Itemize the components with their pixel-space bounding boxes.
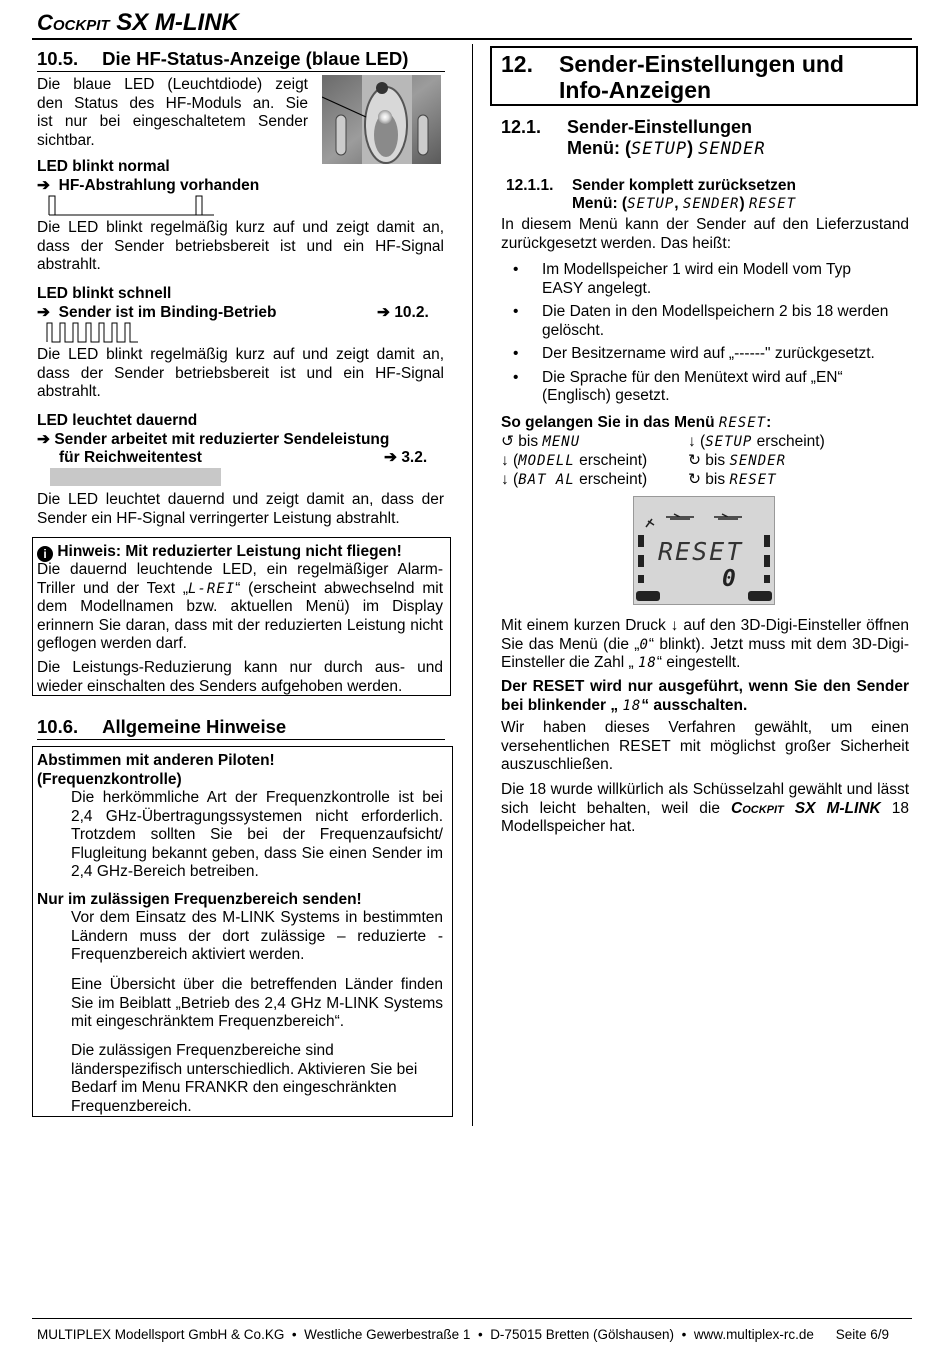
section-10-5-heading <box>37 48 447 70</box>
section-10-6-heading <box>37 716 447 738</box>
led-normal-heading: LED blinkt normal ➔ HF-Abstrahlung vorhanden <box>37 158 260 194</box>
footer-company: MULTIPLEX Modellsport GmbH & Co.KG <box>37 1327 285 1342</box>
footer-address: Westliche Gewerbestraße 1 <box>304 1327 471 1342</box>
nav-step-5: ↓ (BAT AL erscheint) <box>501 471 648 488</box>
subhead-allowed-band: Nur im zulässigen Frequenzbereich senden! <box>37 891 362 908</box>
section-12-1-heading: 12.1. Sender-Einstellungen Menü: (SETUP) SENDER <box>501 117 766 159</box>
page-number: Seite 6/9 <box>835 1327 889 1342</box>
arrow-right-icon: ➔ <box>37 303 50 321</box>
subhead-frequency-check: Abstimmen mit anderen Piloten! (Frequenzkontrolle) <box>37 752 275 788</box>
section-number: 10.6. <box>37 716 79 737</box>
rotate-right-icon: ↻ <box>688 452 701 469</box>
section-number: 10.5. <box>37 48 79 69</box>
arrow-down-icon: ↓ <box>688 433 696 450</box>
reset-number-text: Die 18 wurde willkürlich als Schüsselzahl gewählt und lässt sich leicht behalten, weil die Cockpit SX M-LINK 18 Modellspeicher hat. <box>501 781 909 835</box>
info-icon: i <box>37 546 53 562</box>
arrow-right-icon: ➔ <box>37 430 50 448</box>
model-name: SX M-LINK <box>109 9 239 36</box>
section-title: Allgemeine Hinweise <box>102 716 287 737</box>
pulse-fast-diagram <box>46 321 142 343</box>
document-title <box>37 8 239 38</box>
footer: MULTIPLEX Modellsport GmbH & Co.KG • Westliche Gewerbestraße 1 • D-75015 Bretten (Gölshausen) • www.multiplex-rc.de Seite 6/9 <box>37 1327 889 1342</box>
section-title: Die HF-Status-Anzeige (blaue LED) <box>102 48 409 69</box>
note-paragraph-2: Die Leistungs-Reduzierung kann nur durch aus- und wieder einschalten des Senders aufgehoben werden. <box>37 659 443 695</box>
nav-step-6: ↻ bis RESET <box>688 471 777 488</box>
list-item: • Die Sprache für den Menütext wird auf „EN“ (Englisch) gesetzt. <box>501 369 896 406</box>
reset-warning-text: Der RESET wird nur ausgeführt, wenn Sie den Sender bei blinkender „ 18“ ausschalten. <box>501 678 909 714</box>
lcd-display <box>633 496 775 605</box>
country-specific-text: Die zulässigen Frequenzbereiche sind länderspezifisch unterschiedlich. Aktivieren Sie bei Bedarf im Menu FRANKR den eingeschränkten Frequenzbereich. <box>71 1042 418 1115</box>
footer-rule <box>32 1318 912 1319</box>
reset-rationale-text: Wir haben dieses Verfahren gewählt, um einen versehentlichen RESET mit möglichst großer Sicherheit auszuschließen. <box>501 719 909 773</box>
pulse-normal-diagram <box>48 194 218 216</box>
lcd-value-text: 0 <box>722 566 737 592</box>
section-rule <box>37 71 445 72</box>
column-divider <box>472 44 473 1126</box>
led-fast-heading: LED blinkt schnell ➔ Sender ist im Binding-Betrieb ➔ 10.2. <box>37 285 429 321</box>
arrow-right-icon: ➔ <box>37 176 50 194</box>
reset-instruction-text: Mit einem kurzen Druck ↓ auf den 3D-Digi-Einsteller öffnen Sie das Menü (die „0“ blinkt). Jetzt muss mit dem 3D-Digi-Einsteller die Zahl „ 18“ eingestellt. <box>501 617 909 671</box>
countries-overview-text: Eine Übersicht über die betreffenden Länder finden Sie im Beiblatt „Betrieb des 2,4 GHz M-LINK Systems mit eingeschränktem Frequenzbereich“. <box>71 976 443 1030</box>
section-10-5-intro: Die blaue LED (Leuchtdiode) zeigt den Status des HF-Moduls an. Sie ist nur bei eingeschaltetem Sender sichtbar. <box>37 76 308 149</box>
trim-icon <box>646 519 654 527</box>
section-12-1-1-heading: 12.1.1. Sender komplett zurücksetzen Menü: (SETUP, SENDER) RESET <box>506 177 797 212</box>
reset-effects-list <box>501 261 896 411</box>
arrow-down-icon: ↓ <box>501 452 509 469</box>
rotate-right-icon: ↻ <box>688 471 701 488</box>
arrow-down-icon: ↓ <box>670 617 679 634</box>
nav-step-4: ↻ bis SENDER <box>688 452 787 469</box>
footer-city: D-75015 Bretten (Gölshausen) <box>490 1327 675 1342</box>
cross-ref[interactable]: 10.2. <box>394 303 429 321</box>
section-rule <box>37 739 445 740</box>
nav-step-2: ↓ (SETUP erscheint) <box>688 433 825 450</box>
rotate-left-icon: ↺ <box>501 433 514 450</box>
list-item: • Im Modellspeicher 1 wird ein Modell vom Typ EASY angelegt. <box>501 261 896 298</box>
footer-website-link[interactable]: www.multiplex-rc.de <box>693 1327 814 1342</box>
lcd-menu-text: RESET <box>658 537 744 566</box>
allowed-band-text: Vor dem Einsatz des M-LINK Systems in bestimmten Ländern muss der dort zulässige – reduzierte - Frequenzbereich aktiviert werden. <box>71 909 443 963</box>
steady-bar-diagram <box>50 468 221 486</box>
nav-step-3: ↓ (MODELL erscheint) <box>501 452 648 469</box>
nav-step-1: ↺ bis MENU <box>501 433 581 450</box>
list-item: • Der Besitzername wird auf „------" zurückgesetzt. <box>501 345 896 364</box>
arrow-down-icon: ↓ <box>501 471 509 488</box>
note-paragraph-1: Die dauernd leuchtende LED, ein regelmäßiger Alarm-Triller und der Text „L-REI“ (erscheint abwechselnd mit dem Modellnamen bzw. aktuellen Menü) im Display erinnern Sie daran, dass mit der reduzierten Leistung nicht geflogen werden darf. <box>37 561 444 652</box>
arrow-right-icon: ➔ <box>377 303 390 321</box>
led-normal-text: Die LED blinkt regelmäßig kurz auf und zeigt damit an, dass der Sender betriebsbereit ist und ein HF-Signal abstrahlt. <box>37 219 444 273</box>
chapter-12-heading: 12. Sender-Einstellungen und Info-Anzeigen <box>501 51 844 103</box>
cross-ref[interactable]: 3.2. <box>401 449 428 466</box>
header-rule <box>32 38 912 40</box>
brand-name: Cockpit <box>37 10 110 35</box>
arrow-right-icon: ➔ <box>384 449 397 466</box>
led-photo <box>322 75 441 164</box>
led-steady-text: Die LED leuchtet dauernd und zeigt damit an, dass der Sender ein HF-Signal verringerter Leistung abstrahlt. <box>37 491 444 527</box>
led-fast-text: Die LED blinkt regelmäßig kurz auf und zeigt damit an, dass der Sender betriebsbereit ist und ein HF-Signal abstrahlt. <box>37 346 444 400</box>
navigation-heading: So gelangen Sie in das Menü RESET: <box>501 414 772 431</box>
frequency-check-text: Die herkömmliche Art der Frequenzkontrolle ist bei 2,4 GHz-Übertragungssystemen nicht erforderlich. Trotzdem sollten Sie bei der Frequenzaufsicht/ Flugleitung bekannt geben, dass Sie einen Sender im 2,4 GHz-Bereich betreiben. <box>71 789 443 880</box>
list-item: • Die Daten in den Modellspeichern 2 bis 18 werden gelöscht. <box>501 303 896 340</box>
led-steady-heading: LED leuchtet dauernd ➔ Sender arbeitet mit reduzierter Sendeleistung für Reichweitentest ➔ 3.2. <box>37 412 428 466</box>
note-title: i Hinweis: Mit reduzierter Leistung nicht fliegen! <box>37 543 447 562</box>
reset-intro-text: In diesem Menü kann der Sender auf den Lieferzustand zurückgesetzt werden. Das heißt: <box>501 216 909 252</box>
